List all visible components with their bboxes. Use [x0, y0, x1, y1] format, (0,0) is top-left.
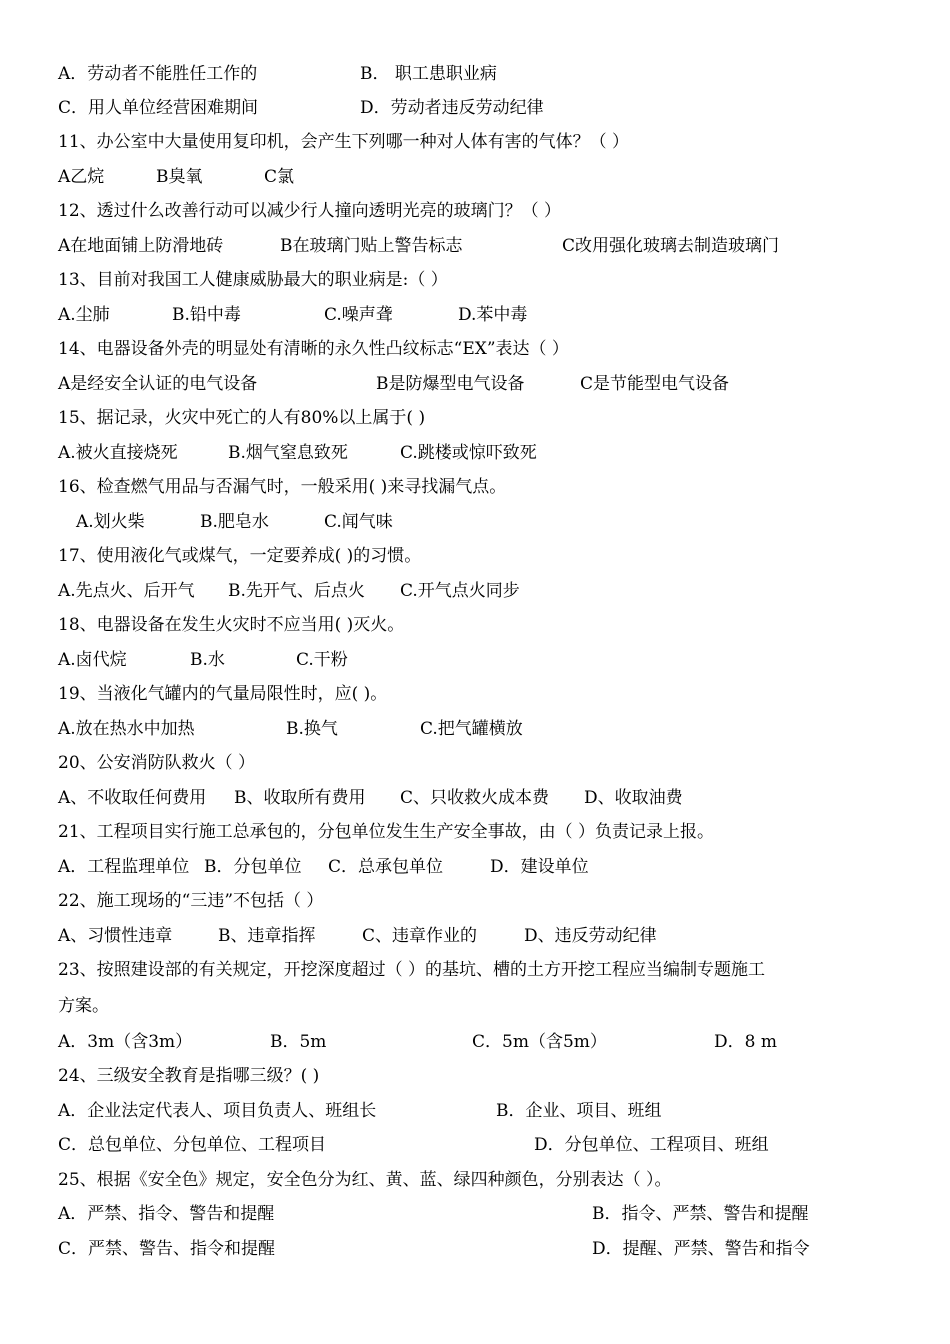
option-row: [58, 1199, 920, 1229]
option-d: D、收取油费: [584, 788, 683, 808]
question-text: 25、根据《安全色》规定，安全色分为红、黄、蓝、绿四种颜色，分别表达（ ）。: [58, 1170, 672, 1190]
question-text: 13、目前对我国工人健康威胁最大的职业病是:（ ）: [58, 270, 448, 290]
option-row: [58, 300, 920, 330]
option-a: A乙烷: [58, 167, 105, 187]
question-23: [58, 955, 920, 985]
option-d: D．提醒、严禁、警告和指令: [592, 1239, 810, 1259]
option-c: C.把气罐横放: [420, 719, 523, 739]
option-row: [58, 59, 920, 89]
option-c: C.开气点火同步: [400, 581, 520, 601]
option-a: A．严禁、指令、警告和提醒: [58, 1204, 275, 1224]
option-row: [58, 1096, 920, 1126]
option-b: B、收取所有费用: [234, 788, 366, 808]
option-a: A．3m（含3m）: [58, 1032, 193, 1052]
option-row: [58, 783, 920, 813]
option-c: C改用强化玻璃去制造玻璃门: [562, 236, 780, 256]
option-b: B．指令、严禁、警告和提醒: [592, 1204, 809, 1224]
question-24: [58, 1061, 920, 1091]
question-text: 17、使用液化气或煤气，一定要养成( )的习惯。: [58, 546, 422, 566]
option-a: A.放在热水中加热: [58, 719, 195, 739]
option-a: A．工程监理单位: [58, 857, 190, 877]
option-row: [58, 714, 920, 744]
option-c: C.干粉: [296, 650, 348, 670]
option-row: [58, 921, 920, 951]
question-25: [58, 1165, 920, 1195]
option-row: [58, 576, 920, 606]
question-text: 18、电器设备在发生火灾时不应当用( )灭火。: [58, 615, 405, 635]
option-b: B.换气: [286, 719, 338, 739]
option-c: C．总承包单位: [328, 857, 444, 877]
option-b: B．5m: [270, 1032, 327, 1052]
option-d: D．建设单位: [490, 857, 589, 877]
option-c: C是节能型电气设备: [580, 374, 730, 394]
question-16: [58, 472, 920, 502]
option-c: C．总包单位、分包单位、工程项目: [58, 1135, 327, 1155]
question-text: 14、电器设备外壳的明显处有清晰的永久性凸纹标志“EX”表达（ ）: [58, 339, 569, 359]
question-text: 24、三级安全教育是指哪三级？( ): [58, 1066, 320, 1086]
option-a: A在地面铺上防滑地砖: [58, 236, 224, 256]
option-a: A．企业法定代表人、项目负责人、班组长: [58, 1101, 377, 1121]
question-21: [58, 817, 920, 847]
option-b: B臭氧: [156, 167, 203, 187]
option-c: C.闻气味: [324, 512, 393, 532]
option-d: D．分包单位、工程项目、班组: [534, 1135, 769, 1155]
option-row: [58, 162, 920, 192]
option-b: B在玻璃门贴上警告标志: [280, 236, 463, 256]
question-20: [58, 748, 920, 778]
question-text: 23、按照建设部的有关规定，开挖深度超过（ ）的基坑、槽的土方开挖工程应当编制专题施工: [58, 960, 766, 980]
question-14: [58, 334, 920, 364]
question-23-continued: [58, 991, 920, 1021]
option-row: [58, 1234, 920, 1264]
question-15: [58, 403, 920, 433]
option-d: D．8 m: [714, 1032, 777, 1052]
option-a: A．劳动者不能胜任工作的: [58, 64, 258, 84]
option-b: B.先开气、后点火: [228, 581, 365, 601]
question-12: [58, 196, 920, 226]
option-a: A.划火柴: [76, 512, 145, 532]
option-row: [58, 507, 920, 537]
option-row: [58, 369, 920, 399]
option-b: B.肥皂水: [200, 512, 269, 532]
option-b: B是防爆型电气设备: [376, 374, 525, 394]
option-c: C、只收救火成本费: [400, 788, 550, 808]
option-b: B．企业、项目、班组: [496, 1101, 662, 1121]
question-text: 21、工程项目实行施工总承包的，分包单位发生生产安全事故，由（ ）负责记录上报。: [58, 822, 715, 842]
question-text: 16、检查燃气用品与否漏气时，一般采用( )来寻找漏气点。: [58, 477, 507, 497]
option-c: C、违章作业的: [362, 926, 478, 946]
option-c: C氯: [264, 167, 295, 187]
question-text: 20、公安消防队救火（ ）: [58, 753, 256, 773]
option-row: [58, 1027, 920, 1057]
question-text: 19、当液化气罐内的气量局限性时，应( )。: [58, 684, 388, 704]
option-row: [58, 93, 920, 123]
option-b: B.烟气窒息致死: [228, 443, 348, 463]
option-d: D.苯中毒: [458, 305, 528, 325]
question-text: 方案。: [58, 996, 109, 1016]
option-b: B．分包单位: [204, 857, 302, 877]
option-row: [58, 438, 920, 468]
option-a: A.尘肺: [58, 305, 110, 325]
question-11: [58, 127, 920, 157]
option-b: B.水: [190, 650, 225, 670]
option-c: C．用人单位经营困难期间: [58, 98, 259, 118]
question-22: [58, 886, 920, 916]
question-17: [58, 541, 920, 571]
question-text: 12、透过什么改善行动可以减少行人撞向透明光亮的玻璃门？（ ）: [58, 201, 562, 221]
option-a: A.被火直接烧死: [58, 443, 178, 463]
option-row: [58, 231, 920, 261]
option-c: C．严禁、警告、指令和提醒: [58, 1239, 276, 1259]
option-row: [58, 852, 920, 882]
option-a: A.卤代烷: [58, 650, 127, 670]
question-13: [58, 265, 920, 295]
option-row: [58, 645, 920, 675]
option-a: A、习惯性违章: [58, 926, 173, 946]
question-text: 11、办公室中大量使用复印机，会产生下列哪一种对人体有害的气体？（ ）: [58, 132, 630, 152]
question-19: [58, 679, 920, 709]
option-d: D．劳动者违反劳动纪律: [360, 98, 544, 118]
option-b: B、违章指挥: [218, 926, 316, 946]
option-row: [58, 1130, 920, 1160]
option-a: A.先点火、后开气: [58, 581, 195, 601]
option-a: A是经安全认证的电气设备: [58, 374, 258, 394]
option-c: C.跳楼或惊吓致死: [400, 443, 537, 463]
question-text: 15、据记录，火灾中死亡的人有80%以上属于( ): [58, 408, 426, 428]
option-b: B.铅中毒: [172, 305, 241, 325]
option-c: C．5m（含5m）: [472, 1032, 607, 1052]
option-c: C.噪声聋: [324, 305, 393, 325]
option-b: B． 职工患职业病: [360, 64, 497, 84]
question-18: [58, 610, 920, 640]
question-text: 22、施工现场的“三违”不包括（ ）: [58, 891, 324, 911]
option-d: D、违反劳动纪律: [524, 926, 657, 946]
option-a: A、不收取任何费用: [58, 788, 207, 808]
